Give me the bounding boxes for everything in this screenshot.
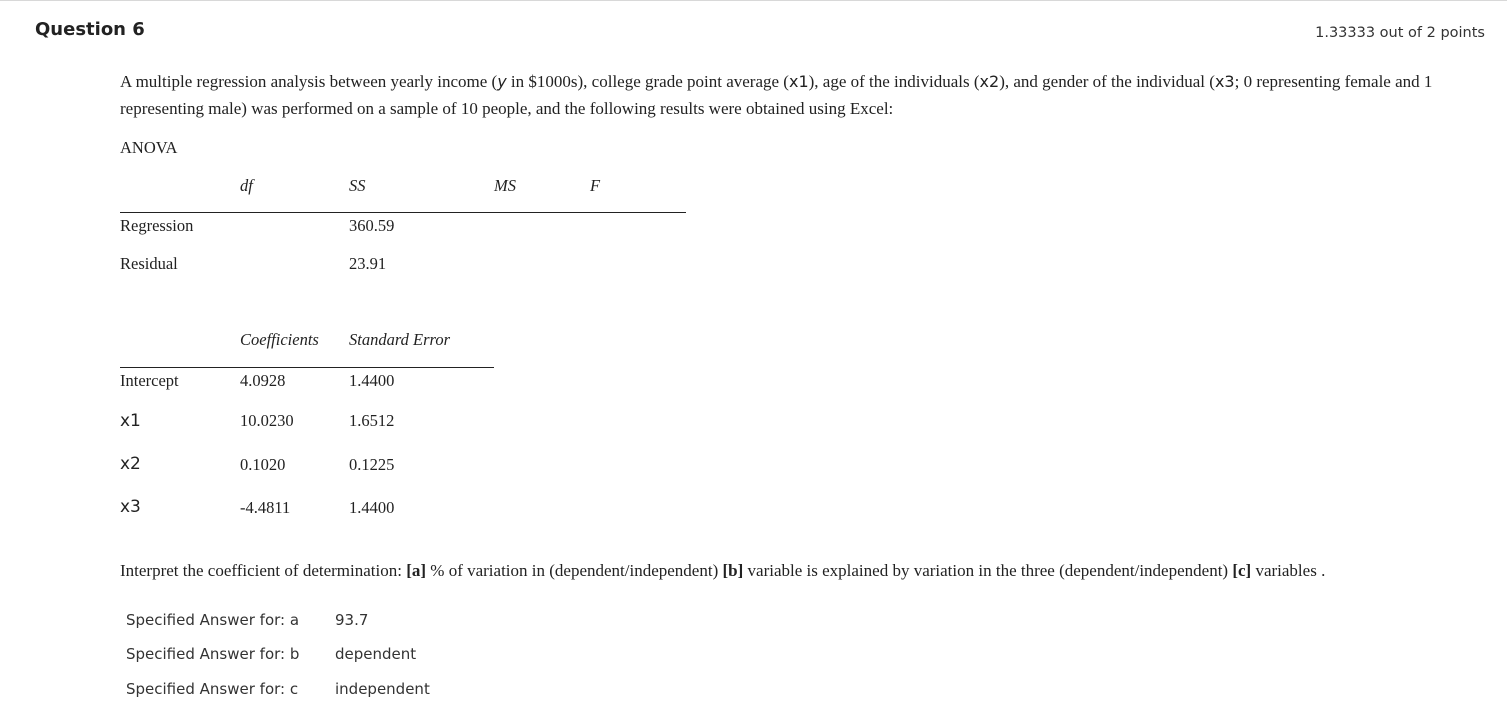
coef-row-value: 10.0230 xyxy=(240,411,294,430)
coef-row-se: 0.1225 xyxy=(349,455,395,474)
intro-part: ), and gender of the individual ( xyxy=(999,72,1215,91)
anova-header-f: F xyxy=(590,176,601,195)
prompt-part: % of variation in (dependent/independent) xyxy=(426,561,723,580)
coef-row-value: -4.4811 xyxy=(240,498,291,517)
question-header xyxy=(0,0,1507,61)
interpretation-prompt xyxy=(120,561,1325,581)
var-x1: x1 xyxy=(788,72,809,91)
anova-divider xyxy=(120,212,686,213)
coef-row-se: 1.4400 xyxy=(349,371,395,390)
answer-label-a: Specified Answer for: a xyxy=(126,611,300,629)
blank-c: [c] xyxy=(1232,561,1252,580)
prompt-part: variables . xyxy=(1251,561,1326,580)
coef-row-se: 1.6512 xyxy=(349,411,395,430)
anova-header-ms: MS xyxy=(494,176,516,195)
prompt-part: Interpret the coefficient of determination: xyxy=(120,561,407,580)
question-text xyxy=(120,68,1490,122)
prompt-part: variable is explained by variation in the three (dependent/independent) xyxy=(743,561,1233,580)
coef-row-label: x2 xyxy=(120,454,141,474)
coef-row-label: x3 xyxy=(120,497,141,517)
coef-row-value: 0.1020 xyxy=(240,455,286,474)
var-y: y xyxy=(497,72,507,91)
anova-header-df: df xyxy=(240,176,253,195)
anova-row-label: Regression xyxy=(120,216,194,235)
intro-part: ), age of the individuals ( xyxy=(808,72,980,91)
question-title: Question 6 xyxy=(35,19,145,40)
intro-part: ; 0 representing female and 1 representing male) was performed on a sample of 10 people, and the following results were obtained using Excel: xyxy=(120,72,1433,118)
answer-value-c: independent xyxy=(335,680,430,698)
answer-label-c: Specified Answer for: c xyxy=(126,680,299,698)
coef-row-label: Intercept xyxy=(120,371,179,390)
var-x2: x2 xyxy=(979,72,1000,91)
anova-row-label: Residual xyxy=(120,254,178,273)
answer-value-b: dependent xyxy=(335,645,417,663)
question-points: 1.33333 out of 2 points xyxy=(1315,25,1485,41)
blank-a: [a] xyxy=(406,561,427,580)
anova-title: ANOVA xyxy=(120,138,178,157)
anova-header-ss: SS xyxy=(349,176,366,195)
answer-label-b: Specified Answer for: b xyxy=(126,645,300,663)
coef-divider xyxy=(120,367,494,368)
blank-b: [b] xyxy=(722,561,744,580)
answer-value-a: 93.7 xyxy=(335,611,369,629)
coef-row-value: 4.0928 xyxy=(240,371,286,390)
intro-part: in $1000s), college grade point average ( xyxy=(506,72,789,91)
coef-header-coefficients: Coefficients xyxy=(240,330,319,349)
coef-row-se: 1.4400 xyxy=(349,498,395,517)
intro-part: A multiple regression analysis between yearly income ( xyxy=(120,72,498,91)
anova-row-ss: 360.59 xyxy=(349,216,395,235)
anova-row-ss: 23.91 xyxy=(349,254,387,273)
var-x3: x3 xyxy=(1214,72,1235,91)
coef-header-standard-error: Standard Error xyxy=(349,330,450,349)
coef-row-label: x1 xyxy=(120,411,141,431)
